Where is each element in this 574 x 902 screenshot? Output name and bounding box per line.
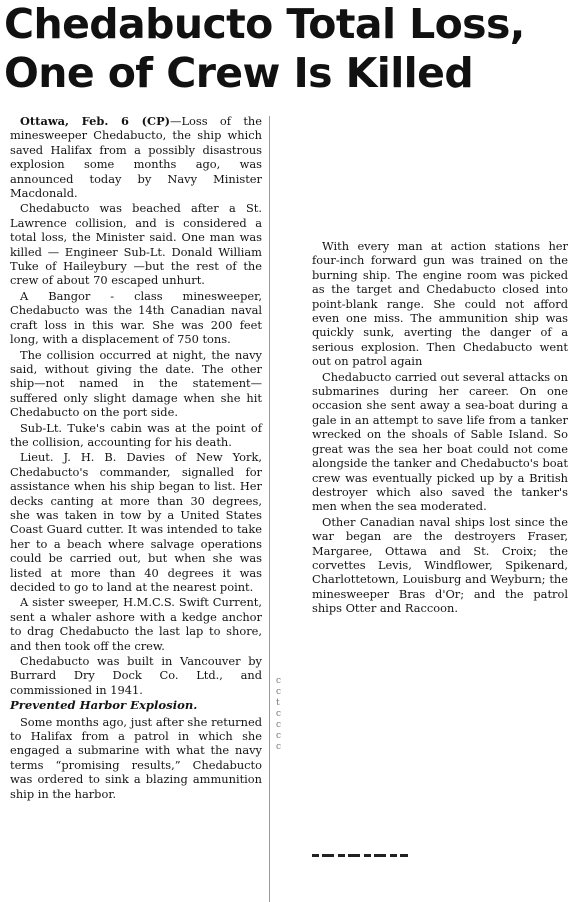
cutoff-text-fragment <box>312 852 408 858</box>
dateline: Ottawa, Feb. 6 (CP) <box>20 114 171 128</box>
article-paragraph: Lieut. J. H. B. Davies of New York, Chedabucto's commander, signalled for assistance when his ship began to list. Her decks canting at more than 30 degrees, she was taken in tow by a United States Coast Guard cutter. It was intended to take her to a beach where salvage operations could be carried out, but when she was listed at more than 40 degrees it was decided to go to land at the nearest point. <box>10 450 262 594</box>
article-paragraph: Sub-Lt. Tuke's cabin was at the point of the collision, accounting for his death. <box>10 420 262 449</box>
headline-line-1: Chedabucto Total Loss, <box>4 0 525 48</box>
article-paragraph: Chedabucto was beached after a St. Lawrence collision, and is considered a total loss, the Minister said. One man was killed — Engineer Sub-Lt. Donald William Tuke of Haileybury —but the rest of the crew of about 70 escaped unhurt. <box>10 201 262 288</box>
article-paragraph: Some months ago, just after she returned to Halifax from a patrol in which she engaged a submarine with what the navy terms “promising results,” Chedabucto was ordered to sink a blazing ammunition ship in the harbor. <box>10 714 262 801</box>
article-paragraph: A Bangor - class minesweeper, Chedabucto was the 14th Canadian naval craft loss in this war. She was 200 feet long, with a displacement of 750 tons. <box>10 288 262 347</box>
article-column-left <box>10 114 262 802</box>
article-paragraph: Chedabucto carried out several attacks on submarines during her career. On one occasion she sent away a sea-boat during a gale in an attempt to save life from a tanker wrecked on the shoals of Sable Island. So great was the sea her boat could not come alongside the tanker and Chedabucto's boat crew was eventually picked up by a British destroyer which also saved the tanker's men when the sea moderated. <box>312 369 568 514</box>
article-paragraph: A sister sweeper, H.M.C.S. Swift Current, sent a whaler ashore with a kedge anchor to drag Chedabucto the last lap to shore, and then took off the crew. <box>10 595 262 653</box>
article-column-right <box>312 239 568 617</box>
article-paragraph: Other Canadian naval ships lost since the war began are the destroyers Fraser, Margaree, Ottawa and St. Croix; the corvettes Levis, Windflower, Spikenard, Charlottetown, Louisburg and Weyburn; the minesweeper Bras d'Or; and the patrol ships Otter and Raccoon. <box>312 514 568 616</box>
article-paragraph: Chedabucto was built in Vancouver by Burrard Dry Dock Co. Ltd., and commissioned in 1941. <box>10 654 262 697</box>
paragraph-text: —Loss of the minesweeper Chedabucto, the ship which saved Halifax from a possibly disastrous explosion some months ago, was announced today by Navy Minister Macdonald. <box>10 114 262 201</box>
headline <box>4 0 570 98</box>
article-paragraph: The collision occurred at night, the navy said, without giving the date. The other ship—not named in the statement—suffered only slight damage when she hit Chedabucto on the port side. <box>10 347 262 420</box>
article-paragraph <box>10 114 262 200</box>
article-paragraph: With every man at action stations her four-inch forward gun was trained on the burning ship. The engine room was picked as the target and Chedabucto closed into point-blank range. She could not afford even one miss. The ammunition ship was quickly sunk, averting the danger of a serious explosion. Then Chedabucto went out on patrol again <box>312 239 568 369</box>
section-subhead: Prevented Harbor Explosion. <box>10 698 198 713</box>
headline-line-2: One of Crew Is Killed <box>4 49 474 97</box>
gutter-marks: c c t c c c c <box>276 676 282 752</box>
column-rule <box>269 116 270 902</box>
